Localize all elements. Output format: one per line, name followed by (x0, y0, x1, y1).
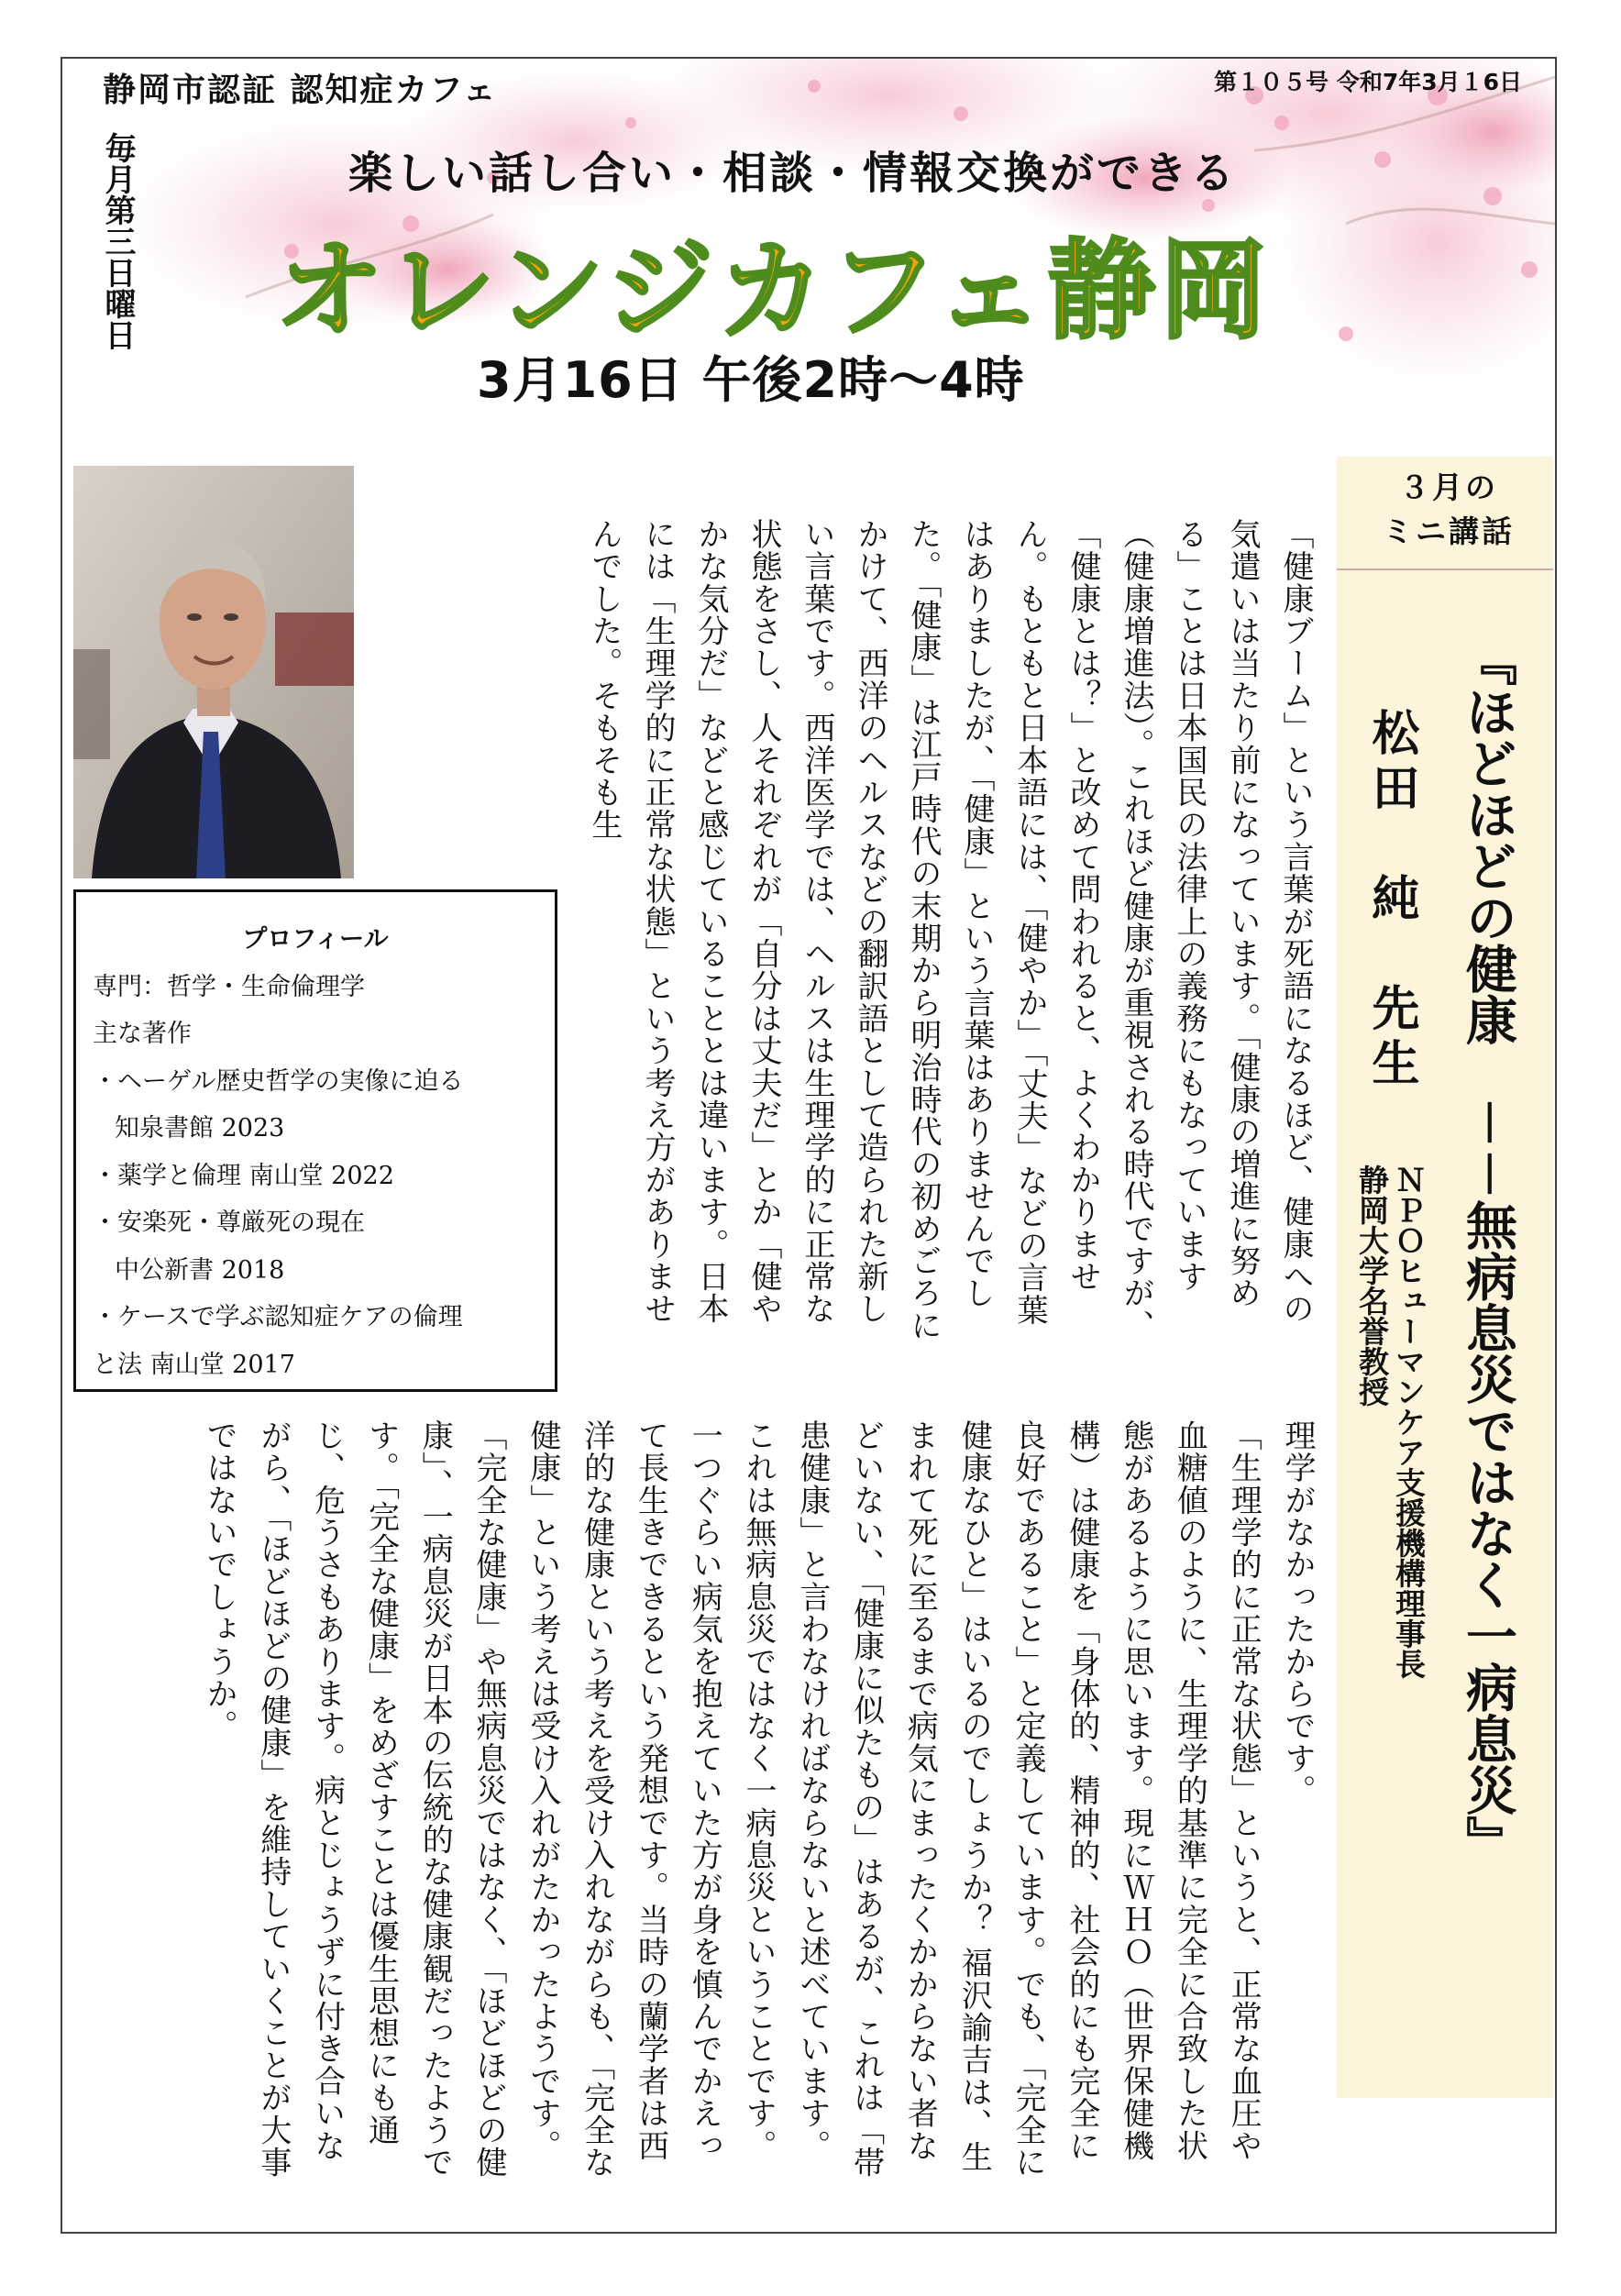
article-lower (103, 1419, 1324, 2190)
profile-box (73, 889, 557, 1392)
lecture-label (1350, 457, 1548, 554)
organizer-label: 静岡市認証 認知症カフェ (103, 72, 498, 109)
profile-work-item: ・ヘーゲル歴史哲学の実像に迫る (93, 1066, 464, 1096)
lecture-label-line2: ミニ講話 (1383, 513, 1515, 549)
profile-work-item: ・安楽死・尊厳死の現在 (93, 1209, 365, 1237)
speaker-photo (73, 466, 354, 878)
article-upper (570, 518, 1322, 1352)
lecture-affiliation: ＮＰＯヒューマンケア支援機構理事長 静岡大学名誉教授 (1354, 1165, 1427, 1679)
profile-specialty: 専門：哲学・生命倫理学 (93, 972, 365, 1001)
profile-work-item: 中公新書 2018 (115, 1255, 285, 1285)
lecture-title: 『ほどほどの健康 －－無病息災ではなく一病息災』 (1458, 635, 1517, 1867)
profile-works-heading: 主な著作 (93, 1020, 192, 1048)
profile-heading: プロフィール (242, 925, 389, 954)
profile-work-item: と法 南山堂 2017 (93, 1350, 295, 1379)
lecture-divider (1337, 568, 1553, 570)
tagline: 楽しい話し合い・相談・情報交換ができる (348, 148, 1238, 199)
profile-work-item: ・薬学と倫理 南山堂 2022 (93, 1161, 394, 1190)
profile-work-item: ・ケースで学ぶ認知症ケアの倫理 (93, 1303, 463, 1331)
page-title: オレンジカフェ静岡 (275, 227, 1272, 354)
schedule-label: 毎月第三日曜日 (99, 132, 136, 350)
article-lower-text: 理学がなかったからです。 「生理学的に正常な状態」というと、正常な血圧や血糖値のように、生理学的基準に完全に合致した状態があるように思います。現にＷＨＯ（世界保健機構）は健康を「身体的、精神的、社会的にも完全に良好であること」と定義しています。でも、「完全に健康なひと」はいるのでしょうか？ 福沢諭吉は、生まれて死に至るまで病気にまったくかからない者などいない、「健康に似たもの」はあるが、これは「帯患健康」と言わなければならないと述べています。これは無病息災ではなく一病息災ということです。一つぐらい病気を抱えていた方が身を慎んでかえって長生きできるという発想です。当時の蘭学者は西洋的な健康という考えを受け入れながらも、「完全な健康」という考えは受け入れがたかったようです。「完全な健康」や無病息災ではなく、「ほどほどの健康」、一病息災が日本の伝統的な健康観だったようです。「完全な健康」をめざすことは優生思想にも通じ、危うさもあります。病とじょうずに付き合いながら、「ほどほどの健康」を維持していくことが大事ではないでしょうか。 (201, 1419, 1316, 2179)
lecture-speaker: 松田 純 先生 (1363, 708, 1418, 1093)
profile-work-item: 知泉書館 2023 (115, 1114, 285, 1142)
lecture-label-line1: ３月の (1399, 469, 1498, 505)
issue-number: 第１０５号 令和7年3月１6日 (1214, 69, 1522, 95)
article-upper-text: 「健康ブーム」という言葉が死語になるほど、健康への気遣いは当たり前になっています。「健康の増進に努める」ことは日本国民の法律上の義務にもなっています（健康増進法）。これほど健康が重視される時代ですが、「健康とは？」と改めて問われると、よくわかりません。もともと日本語には、「健やか」「丈夫」などの言葉はありましたが、「健康」という言葉はありませんでした。「健康」は江戸時代の末期から明治時代の初めごろにかけて、西洋のヘルスなどの翻訳語として造られた新しい言葉です。西洋医学では、ヘルスは生理学的に正常な状態をさし、人それぞれが「自分は丈夫だ」とか「健やかな気分だ」などと感じていることとは違います。日本には「生理学的に正常な状態」という考え方がありませんでした。そもそも生 (586, 518, 1314, 1342)
event-datetime: 3月16日 午後2時～4時 (477, 351, 1025, 409)
